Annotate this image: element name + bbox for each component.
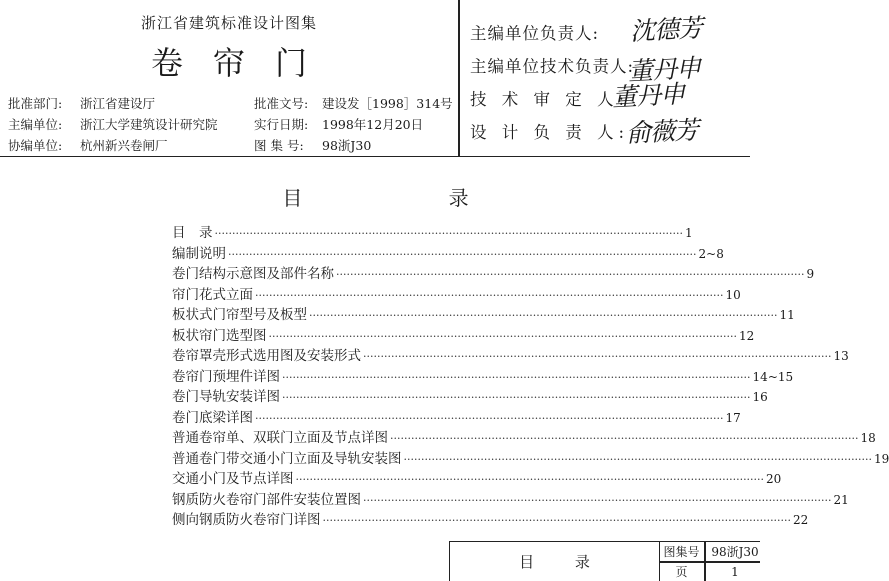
series-title: 浙江省建筑标准设计图集 xyxy=(140,14,317,32)
meta-value-chief-unit: 浙江大学建筑设计研究院 xyxy=(80,117,218,132)
toc-entry-page: 21 xyxy=(833,492,849,507)
toc-entry[interactable] xyxy=(172,262,815,283)
toc-entry-name: 钢质防火卷帘门部件安装位置图 xyxy=(172,491,361,508)
toc-leader xyxy=(363,494,832,507)
toc-entry-name: 卷门底梁详图 xyxy=(172,409,253,426)
toc-entry[interactable] xyxy=(172,447,889,468)
toc-entry[interactable] xyxy=(172,283,741,304)
toc-entry-page: 17 xyxy=(725,410,741,425)
toc-entry[interactable] xyxy=(172,508,809,529)
footer-sheet-name: 目 录 xyxy=(450,542,660,581)
toc-entry-page: 12 xyxy=(739,328,755,343)
meta-value-effective-date: 1998年12月20日 xyxy=(322,117,424,132)
meta-value-co-unit: 杭州新兴卷闸厂 xyxy=(80,138,168,153)
toc-entry-page: 9 xyxy=(806,267,815,281)
toc-entry[interactable] xyxy=(172,385,768,406)
toc-leader xyxy=(404,453,873,466)
meta-label-effective-date: 实行日期: xyxy=(254,117,309,132)
toc-leader xyxy=(228,248,697,261)
toc-entry-page: 18 xyxy=(860,431,876,445)
toc-entry-name: 卷门导轨安装详图 xyxy=(172,389,280,405)
toc-entry-name: 普通卷门带交通小门立面及导轨安装图 xyxy=(172,450,402,467)
toc-entry-page: 13 xyxy=(833,349,849,363)
footer-atlas-label: 图集号 xyxy=(663,545,700,559)
meta-label-co-unit: 协编单位: xyxy=(8,138,63,153)
header-divider xyxy=(458,0,460,156)
toc-entry[interactable] xyxy=(172,365,794,386)
toc-entry-page: 14~15 xyxy=(752,369,794,384)
meta-label-chief-unit: 主编单位: xyxy=(8,117,63,132)
toc-leader xyxy=(269,330,738,343)
toc-entry-name: 交通小门及节点详图 xyxy=(172,471,294,487)
meta-label-atlas-no: 图 集 号: xyxy=(254,138,304,153)
toc-entry-name: 卷帘门预埋件详图 xyxy=(172,368,280,385)
toc-entry-page: 1 xyxy=(685,226,693,240)
toc-entry-page: 2~8 xyxy=(698,246,724,261)
toc-entry-name: 帘门花式立面 xyxy=(172,286,253,303)
toc-entry[interactable] xyxy=(172,344,849,365)
signature-technical-head: 董丹申 xyxy=(627,53,701,86)
toc-entry-name: 目 录 xyxy=(172,225,213,241)
toc-entry[interactable] xyxy=(172,324,755,345)
toc-entry[interactable] xyxy=(172,426,876,447)
resp-role-technical-head: 主编单位技术负责人: xyxy=(470,57,635,76)
resp-role-design-lead: 设 计 负 责 人: xyxy=(470,123,630,142)
toc-entry-page: 22 xyxy=(793,513,809,527)
toc-entry-name: 编制说明 xyxy=(172,245,226,262)
toc-entry[interactable] xyxy=(172,303,795,324)
footer-atlas-value: 98浙J30 xyxy=(711,545,759,559)
meta-label-approval-no: 批准文号: xyxy=(254,96,309,111)
toc-leader xyxy=(363,350,832,363)
toc-entry[interactable] xyxy=(172,242,724,263)
toc-entry-page: 11 xyxy=(779,308,795,322)
toc-entry-name: 卷帘罩壳形式选用图及安装形式 xyxy=(172,348,361,364)
signature-design-lead: 俞薇芳 xyxy=(625,115,699,148)
document-title: 卷帘门 xyxy=(150,44,337,82)
toc-entry-page: 20 xyxy=(766,472,782,486)
toc-leader xyxy=(390,432,859,445)
toc-entry[interactable] xyxy=(172,467,782,488)
resp-role-reviewer: 技 术 审 定 人: xyxy=(470,90,630,109)
toc-leader xyxy=(323,514,792,527)
toc-entry-page: 19 xyxy=(874,451,889,466)
toc-entry-page: 10 xyxy=(725,287,741,302)
toc-entry[interactable] xyxy=(172,406,741,427)
meta-value-approval-dept: 浙江省建设厅 xyxy=(80,96,156,111)
meta-label-approval-dept: 批准部门: xyxy=(8,96,63,111)
toc-leader xyxy=(255,412,724,425)
toc-entry-name: 板状帘门选型图 xyxy=(172,327,267,344)
toc-leader xyxy=(336,268,805,281)
toc-entry[interactable] xyxy=(172,221,693,242)
contents-title: 目 录 xyxy=(282,186,539,210)
signature-reviewer: 董丹申 xyxy=(611,79,685,112)
toc-leader xyxy=(296,473,765,486)
signature-chief-unit-head: 沈德芳 xyxy=(629,13,703,46)
toc-leader xyxy=(282,391,751,404)
contents-list xyxy=(172,221,889,529)
resp-role-chief-unit-head: 主编单位负责人: xyxy=(470,24,600,43)
footer-title-block xyxy=(449,541,760,581)
toc-leader xyxy=(282,371,751,384)
toc-entry-page: 16 xyxy=(752,390,768,404)
footer-page-value: 1 xyxy=(731,564,739,579)
meta-value-approval-no: 建设发［1998］314号 xyxy=(322,96,453,111)
footer-page-label: 页 xyxy=(675,565,688,579)
toc-entry-name: 侧向钢质防火卷帘门详图 xyxy=(172,512,321,528)
meta-value-atlas-no: 98浙J30 xyxy=(322,138,372,153)
toc-entry-name: 普通卷帘单、双联门立面及节点详图 xyxy=(172,430,388,446)
toc-leader xyxy=(309,309,778,322)
toc-entry[interactable] xyxy=(172,488,849,509)
toc-leader xyxy=(255,289,724,302)
toc-entry-name: 板状式门帘型号及板型 xyxy=(172,307,307,323)
toc-leader xyxy=(215,227,684,240)
toc-entry-name: 卷门结构示意图及部件名称 xyxy=(172,266,334,282)
